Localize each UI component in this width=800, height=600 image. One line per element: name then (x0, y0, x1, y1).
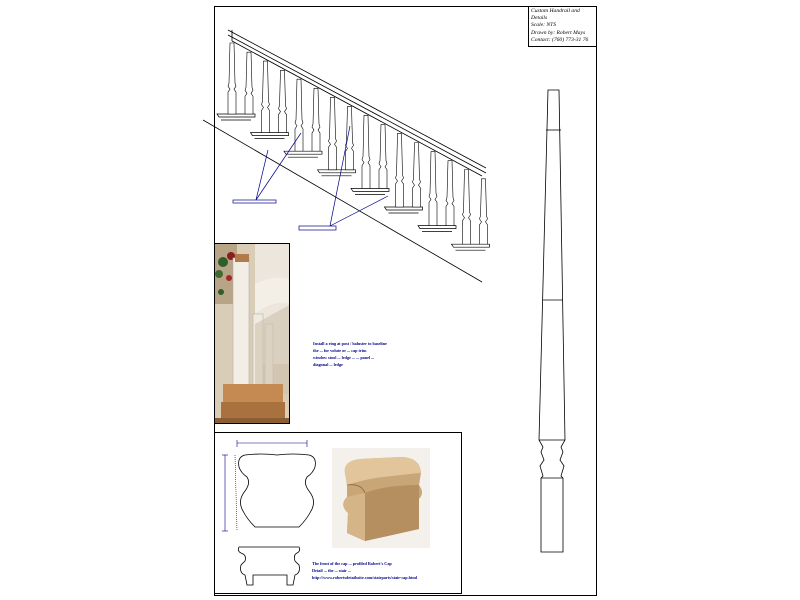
title-line-2: Details (531, 15, 548, 22)
cap-plan-profile (239, 454, 316, 527)
baluster (228, 43, 236, 114)
baluster (312, 88, 320, 151)
callout-box-1 (233, 200, 276, 203)
stair-tread (251, 133, 289, 136)
cap-side-profile (238, 547, 299, 585)
staircase-photo (214, 243, 290, 424)
callout-box-2 (299, 226, 336, 230)
baluster (245, 52, 253, 114)
baluster (480, 179, 488, 244)
cap-reference-link[interactable]: http://www.robertsdetailssite.com/stairparts/stair-cap.html (312, 575, 418, 580)
baluster (429, 152, 437, 226)
note-line-1: Install a ring at post / baluster to baseline (313, 341, 387, 346)
stair-tread (318, 170, 356, 173)
baluster (329, 97, 337, 170)
title-line-1: Custom Handrail and (531, 8, 580, 14)
cap-note-line-1: The front of the cap ... profiled Robert's Cap (312, 561, 392, 566)
balusters (228, 43, 488, 244)
newel-cap-photo (332, 448, 430, 548)
stair-tread (284, 151, 322, 154)
stair-tread (217, 114, 255, 117)
stair-tread (385, 207, 423, 210)
stair-tread (452, 244, 490, 247)
baluster (362, 115, 370, 188)
baluster (446, 161, 454, 226)
installation-notes (313, 340, 423, 368)
stair-tread (418, 226, 456, 229)
title-block (528, 7, 596, 47)
cap-notes (312, 561, 462, 574)
handrail-bottom-line (232, 41, 482, 176)
baluster (413, 143, 421, 207)
baluster (379, 125, 387, 189)
note-line-2: the ... for volute or ... cap trim (313, 348, 367, 353)
title-line-4: Drawn by: Robert Mays (531, 29, 586, 36)
title-line-5: Contact: (760) 773-31 76 (531, 36, 589, 43)
baluster (262, 61, 270, 133)
title-line-3: Scale: NTS (531, 22, 557, 29)
note-line-3: window stool ... ledge ... ... panel ... (313, 355, 375, 360)
newel-post-elevation (539, 90, 565, 552)
baluster (346, 106, 354, 169)
baluster (279, 70, 287, 132)
baluster (396, 133, 404, 207)
cap-note-line-2: Detail ... the ... stair ... (312, 567, 352, 573)
note-line-4: diagonal ... ledge (313, 362, 343, 367)
stair-tread (351, 188, 389, 191)
baluster (463, 170, 471, 245)
